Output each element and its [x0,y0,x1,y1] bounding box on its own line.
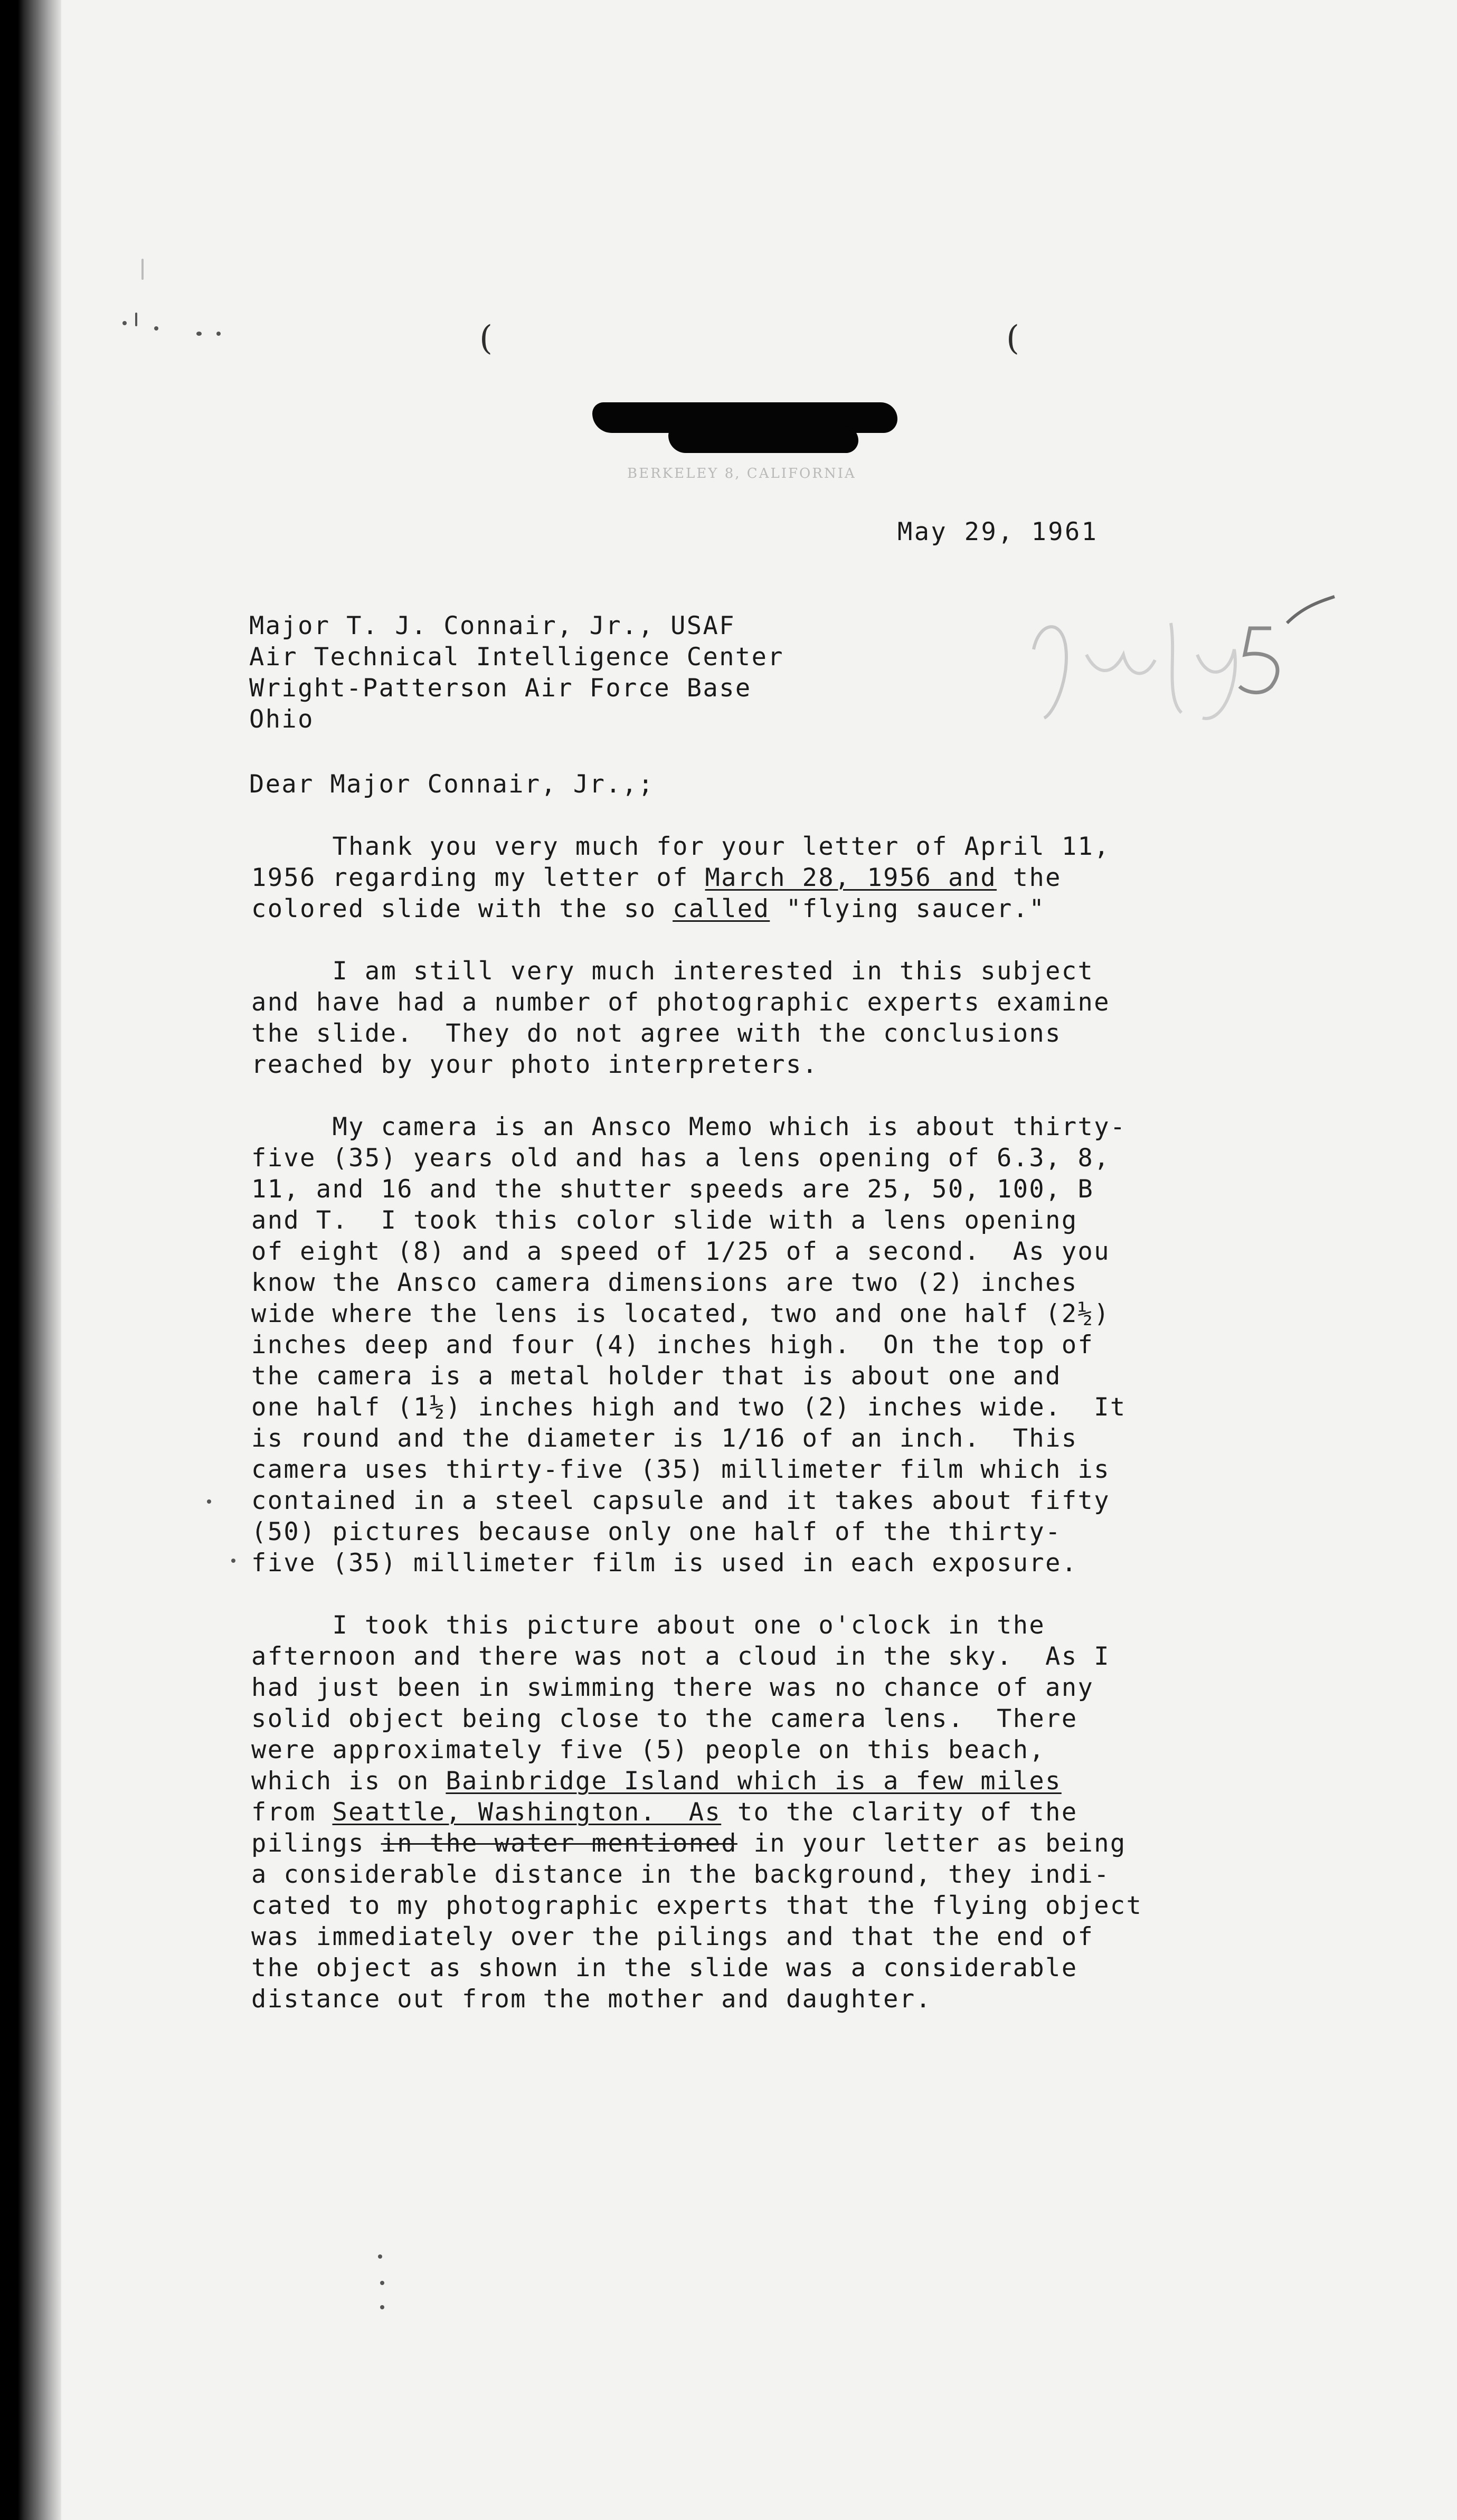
text-run: pilings [251,1829,381,1858]
paragraph-1-line: Thank you very much for your letter of April 11, [251,832,1110,861]
recipient-line-state: Ohio [249,705,314,734]
paragraph-4-line: distance out from the mother and daughter. [251,1985,932,2014]
scan-speck [196,332,202,336]
scan-speck [154,326,158,331]
paragraph-3-line: the camera is a metal holder that is about one and [251,1362,1062,1391]
paragraph-3-line: (50) pictures because only one half of the thirty- [251,1517,1062,1546]
paragraph-2-line: the slide. They do not agree with the conclusions [251,1019,1062,1048]
paragraph-4-line [251,1766,1062,1797]
recipient-line-org: Air Technical Intelligence Center [249,643,784,672]
recipient-line-name: Major T. J. Connair, Jr., USAF [249,611,735,640]
paragraph-3-line: inches deep and four (4) inches high. On the top of [251,1330,1094,1360]
scan-speck [122,321,127,325]
paragraph-3-line: five (35) millimeter film is used in each exposure. [251,1549,1078,1578]
scan-mark: ( [1006,319,1019,358]
text-run: in your letter as being [737,1829,1127,1858]
redacted-letterhead [668,426,858,453]
paragraph-3-line: know the Ansco camera dimensions are two (2) inches [251,1268,1078,1297]
scan-edge-border [0,0,61,2520]
scan-speck [135,313,137,326]
letterhead-location: BERKELEY 8, CALIFORNIA [627,466,856,482]
paragraph-4-line: was immediately over the pilings and that the end of [251,1922,1094,1951]
paragraph-1-line [251,862,1062,893]
scan-mark: ( [479,319,493,358]
paragraph-4-line: cated to my photographic experts that the flying object [251,1891,1143,1920]
letter-date: May 29, 1961 [897,517,1099,546]
paragraph-2-line: reached by your photo interpreters. [251,1050,819,1079]
underlined-text: Seattle, Washington. As [332,1798,722,1827]
paragraph-1-line [251,893,1045,924]
underlined-text: Bainbridge Island which is a few miles [446,1767,1062,1796]
text-run: which is on [251,1767,446,1796]
struck-through-text: in the water mentioned [381,1829,737,1858]
scan-speck [141,259,144,280]
paragraph-3-line: camera uses thirty-five (35) millimeter film which is [251,1455,1110,1484]
paragraph-3-line: of eight (8) and a speed of 1/25 of a second. As you [251,1237,1110,1266]
paragraph-3-line: and T. I took this color slide with a lens opening [251,1206,1078,1235]
paragraph-3-line: My camera is an Ansco Memo which is about thirty- [251,1112,1127,1141]
paragraph-4-line [251,1797,1078,1828]
paragraph-4-line: afternoon and there was not a cloud in the sky. As I [251,1642,1110,1671]
paragraph-3-line: five (35) years old and has a lens opening of 6.3, 8, [251,1144,1110,1173]
scan-speck [380,2281,384,2285]
paragraph-4-line: I took this picture about one o'clock in the [251,1611,1046,1640]
text-run: 1956 regarding my letter of [251,863,705,892]
paragraph-4-line [251,1828,1127,1859]
paragraph-3-line: one half (1½) inches high and two (2) inches wide. It [251,1393,1127,1422]
paragraph-2-line: and have had a number of photographic experts examine [251,988,1110,1017]
underlined-text: March 28, 1956 and [705,863,997,892]
text-run: to the clarity of the [721,1798,1078,1827]
paragraph-4-line: the object as shown in the slide was a considerable [251,1953,1078,1983]
paragraph-4-line: were approximately five (5) people on this beach, [251,1735,1046,1764]
scan-speck [216,332,221,336]
paragraph-2-line: I am still very much interested in this subject [251,957,1094,986]
text-run: from [251,1798,333,1827]
salutation: Dear Major Connair, Jr.,; [249,770,655,799]
scan-speck [231,1559,235,1563]
paragraph-4-line: had just been in swimming there was no chance of any [251,1673,1094,1702]
paragraph-4-line: a considerable distance in the background, they indi- [251,1860,1110,1889]
text-run: the [997,863,1062,892]
text-run: "flying saucer." [770,894,1046,923]
scan-speck [378,2254,382,2259]
scan-speck [380,2305,384,2309]
paragraph-4-line: solid object being close to the camera lens. There [251,1704,1078,1733]
scan-speck [207,1499,211,1504]
paragraph-3-line: contained in a steel capsule and it takes about fifty [251,1486,1110,1515]
underlined-text: called [673,894,770,923]
text-run: colored slide with the so [251,894,673,923]
paragraph-3-line: 11, and 16 and the shutter speeds are 25, 50, 100, B [251,1175,1094,1204]
recipient-line-base: Wright-Patterson Air Force Base [249,674,752,703]
paragraph-3-line: wide where the lens is located, two and one half (2½) [251,1299,1110,1328]
paragraph-3-line: is round and the diameter is 1/16 of an inch. This [251,1424,1078,1453]
